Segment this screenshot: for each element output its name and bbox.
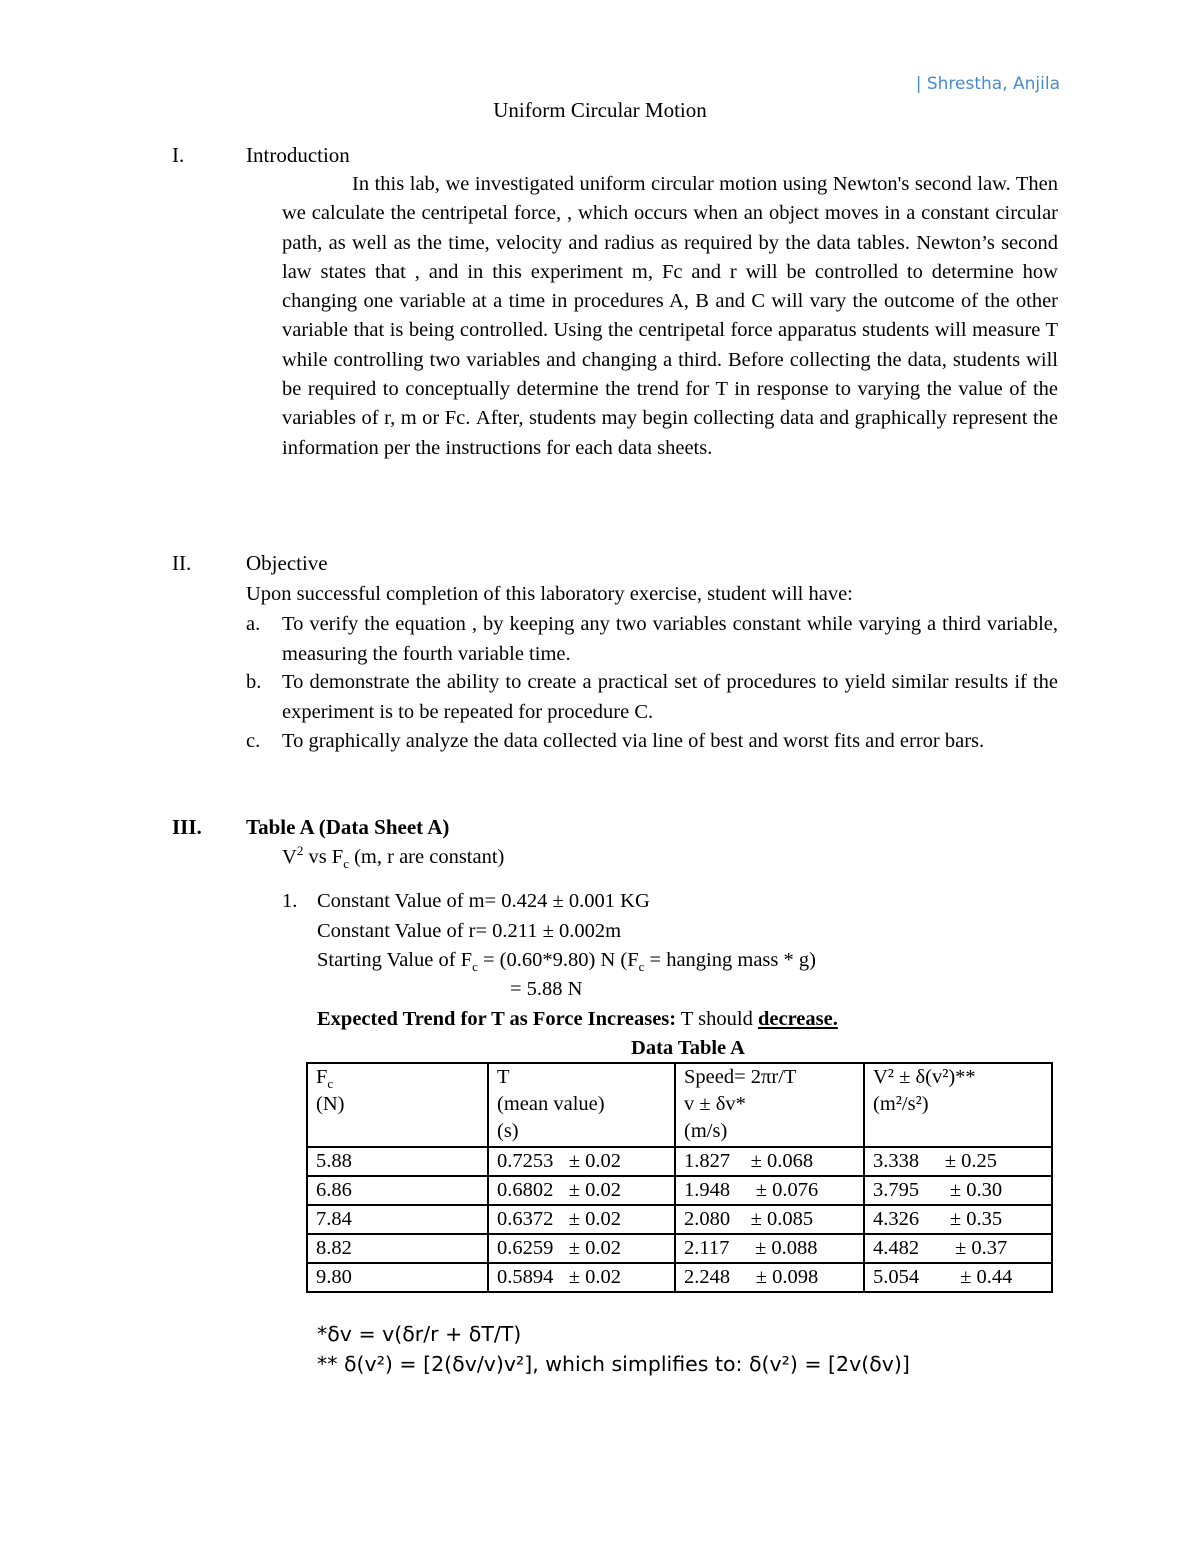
table-row: 6.86 0.6802 ± 0.02 1.948 ± 0.076 3.795 ± 0.30 bbox=[307, 1176, 1052, 1205]
objective-text-b: To demonstrate the ability to create a practical set of procedures to yield similar results if the experiment is to be repeated for procedure C. bbox=[282, 671, 1058, 723]
table-row: 5.88 0.7253 ± 0.02 1.827 ± 0.068 3.338 ± 0.25 bbox=[307, 1147, 1052, 1176]
section-3-heading: Table A (Data Sheet A) bbox=[246, 815, 450, 839]
data-table-a bbox=[306, 1062, 1053, 1293]
procedure-marker: 1. bbox=[282, 890, 298, 912]
header-fc: $F_c$ (N) bbox=[307, 1063, 488, 1147]
footnote-dv: *δv = v(δr/r + δT/T) bbox=[317, 1322, 522, 1346]
objective-text-a: To verify the equation , by keeping any two variables constant while varying a third variable, measuring the fourth variable time. bbox=[282, 613, 1058, 665]
section-1-numeral: I. bbox=[172, 143, 185, 167]
table-row: 7.84 0.6372 ± 0.02 2.080 ± 0.085 4.326 ± 0.35 bbox=[307, 1205, 1052, 1234]
objective-intro: Upon successful completion of this laboratory exercise, student will have: bbox=[246, 583, 853, 605]
section-1-heading: Introduction bbox=[246, 143, 350, 167]
section-2-heading: Objective bbox=[246, 551, 328, 575]
objective-marker-a: a. bbox=[246, 613, 261, 635]
objective-item-c bbox=[246, 727, 1058, 757]
constant-m-line: Constant Value of m= 0.424 ± 0.001 KG bbox=[317, 890, 650, 912]
objective-marker-b: b. bbox=[246, 671, 262, 693]
header-v2: V² ± δ(v²)** (m²/s²) bbox=[864, 1063, 1052, 1147]
section-2-numeral: II. bbox=[172, 551, 192, 575]
introduction-text: In this lab, we investigated uniform circular motion using Newton's second law. Then we calculate the centripetal force, , which occurs when an object moves in a constant circular path, as well as the time, velocity and radius as required by the data tables. Newton’s second law states that , and in this experiment m, Fс and r will be controlled to determine how changing one variable at a time in procedures A, B and C will vary the outcome of the other variable that is being controlled. Using the centripetal force apparatus students will measure T while controlling two variables and changing a third. Before collecting the data, students will be required to conceptually determine the trend for T in response to varying the value of the variables of r, m or Fс. After, students may begin collecting data and graphically represent the information per the instructions for each data sheets. bbox=[282, 173, 1058, 459]
objective-marker-c: c. bbox=[246, 730, 261, 752]
objective-item-b bbox=[246, 668, 1058, 727]
footnote-dv2: ** δ(v²) = [2(δv/v)v²], which simplifies to: δ(v²) = [2v(δv)] bbox=[317, 1352, 910, 1376]
constant-r-line: Constant Value of r= 0.211 ± 0.002m bbox=[317, 920, 622, 942]
table-row: 8.82 0.6259 ± 0.02 2.117 ± 0.088 4.482 ± 0.37 bbox=[307, 1234, 1052, 1263]
starting-fc-result: = 5.88 N bbox=[510, 978, 583, 1000]
section-3-numeral: III. bbox=[172, 815, 202, 839]
table-a-subtitle: $V^2$ vs $F_c$ (m, r are constant) bbox=[282, 843, 505, 872]
header-speed: Speed= 2πr/T v ± δv* (m/s) bbox=[675, 1063, 864, 1147]
objective-text-c: To graphically analyze the data collected via line of best and worst fits and error bars. bbox=[282, 730, 985, 752]
table-header-row bbox=[307, 1063, 1052, 1147]
starting-fc-line: Starting Value of $F_c = (0.60*9.80)$ N ($F_c$ = hanging mass * g) bbox=[317, 949, 816, 975]
header-t: T (mean value) (s) bbox=[488, 1063, 675, 1147]
objective-item-a bbox=[246, 610, 1058, 669]
table-caption: Data Table A bbox=[631, 1037, 745, 1059]
header-author: | Shrestha, Anjila bbox=[915, 74, 1060, 94]
introduction-paragraph bbox=[282, 170, 1058, 463]
expected-trend: Expected Trend for T as Force Increases: T should decrease. bbox=[317, 1008, 838, 1030]
table-row: 9.80 0.5894 ± 0.02 2.248 ± 0.098 5.054 ± 0.44 bbox=[307, 1263, 1052, 1292]
page-title: Uniform Circular Motion bbox=[493, 98, 707, 122]
